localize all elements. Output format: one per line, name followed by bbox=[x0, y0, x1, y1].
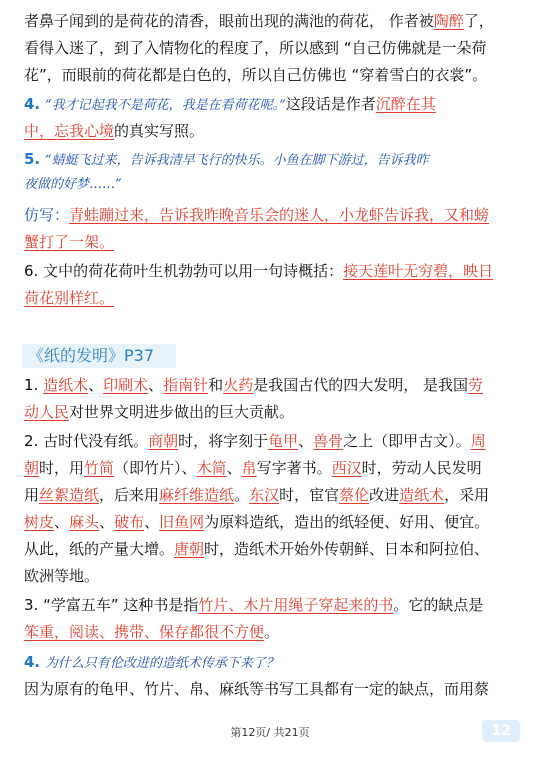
item-2: 2. 古时代没有纸。商朝时，将字刻于龟甲、兽骨之上（即甲古文）。周 bbox=[24, 432, 486, 450]
item-1: 1. 造纸术、印刷术、指南针和火药是我国古代的四大发明， 是我国劳 bbox=[24, 376, 483, 394]
page-footer: 第12页/ 共21页 bbox=[230, 726, 310, 739]
question-4: 4. “我才记起我不是荷花，我是在看荷花呢。”这段话是作者沉醉在其 bbox=[24, 95, 436, 113]
question-6-cont: 荷花别样红。 bbox=[24, 289, 115, 307]
item-3-cont: 笨重，阅读、携带、保存都很不方便。 bbox=[24, 623, 280, 641]
item-2-line-3: 用丝絮造纸，后来用麻纤维造纸。东汉时，宦官蔡伦改进造纸术，采用 bbox=[24, 486, 490, 504]
item-4-question: 4. 为什么只有伦改进的造纸术传承下来了？ bbox=[24, 653, 279, 671]
item-2-line-2: 朝时，用竹简（即竹片）、木简、帛写字著书。西汉时，劳动人民发明 bbox=[24, 459, 482, 477]
imitation-line: 仿写：青蛙蹦过来，告诉我昨晚音乐会的迷人，小龙虾告诉我，又和螃 bbox=[24, 206, 490, 224]
section-title: 《纸的发明》P37 bbox=[22, 344, 176, 368]
item-2-line-5: 从此，纸的产量大增。唐朝时，造纸术开始外传朝鲜、日本和阿拉伯、 bbox=[24, 540, 490, 558]
text-line-1: 者鼻子闻到的是荷花的清香，眼前出现的满池的荷花， 作者被陶醉了， bbox=[24, 12, 494, 30]
answer-4: 中，忘我心境的真实写照。 bbox=[24, 122, 205, 140]
item-2-line-4: 树皮、麻头、破布、旧鱼网为原料造纸，造出的纸轻便、好用、便宜。 bbox=[24, 513, 490, 531]
question-5-cont: 夜做的好梦……” bbox=[24, 177, 122, 192]
text-line-2: 看得入迷了，到了入情物化的程度了，所以感到 “自己仿佛就是一朵荷 bbox=[24, 39, 487, 57]
question-5: 5. “蜻蜓飞过来，告诉我清早飞行的快乐。小鱼在脚下游过，告诉我昨 bbox=[24, 150, 429, 168]
item-3: 3. “学富五车” 这种书是指竹片、木片用绳子穿起来的书。它的缺点是 bbox=[24, 596, 484, 614]
question-6: 6. 文中的荷花荷叶生机勃勃可以用一句诗概括：接天莲叶无穷碧，映日 bbox=[24, 262, 494, 280]
page-number-badge: 12 bbox=[482, 720, 520, 742]
item-4-answer: 因为原有的龟甲、竹片、帛、麻纸等书写工具都有一定的缺点，而用蔡 bbox=[24, 680, 490, 698]
imitation-line-cont: 蟹打了一架。 bbox=[24, 233, 115, 251]
item-2-line-6: 欧洲等地。 bbox=[24, 567, 100, 585]
text-line-3: 花”，而眼前的荷花都是白色的，所以自己仿佛也 “穿着雪白的衣裳”。 bbox=[24, 66, 488, 84]
item-1-cont: 动人民对世界文明进步做出的巨大贡献。 bbox=[24, 403, 295, 421]
